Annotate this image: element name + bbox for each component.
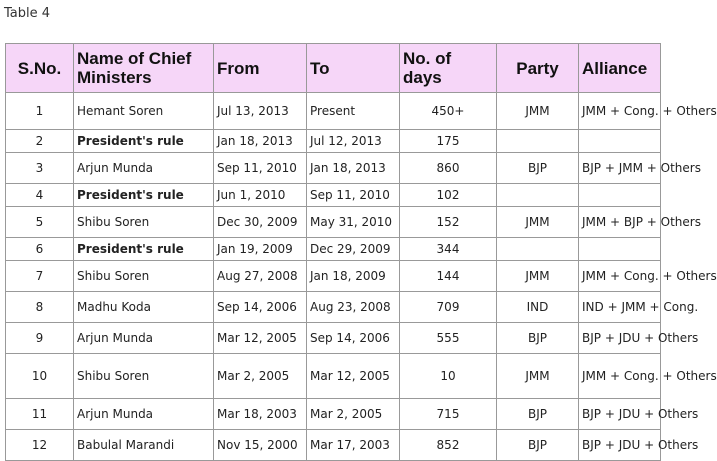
cell-name: Babulal Marandi <box>74 430 214 461</box>
table-row <box>6 93 661 130</box>
cell-alliance: BJP + JMM + Others <box>579 153 661 184</box>
cell-name: Arjun Munda <box>74 153 214 184</box>
cell-sno: 1 <box>6 93 74 130</box>
table-row <box>6 399 661 430</box>
cell-sno: 9 <box>6 323 74 354</box>
cell-alliance: BJP + JDU + Others <box>579 399 661 430</box>
cell-to: Jan 18, 2009 <box>307 261 400 292</box>
header-sno: S.No. <box>6 44 74 93</box>
table-row <box>6 430 661 461</box>
cell-from: Mar 18, 2003 <box>214 399 307 430</box>
header-name: Name of Chief Ministers <box>74 44 214 93</box>
cell-sno: 4 <box>6 184 74 207</box>
cell-name: Madhu Koda <box>74 292 214 323</box>
cell-days: 175 <box>400 130 497 153</box>
cell-days: 715 <box>400 399 497 430</box>
cell-from: Jul 13, 2013 <box>214 93 307 130</box>
cell-from: Jan 19, 2009 <box>214 238 307 261</box>
cell-sno: 12 <box>6 430 74 461</box>
chief-ministers-table <box>5 43 717 461</box>
table-caption: Table 4 <box>4 6 51 21</box>
cell-from: Sep 14, 2006 <box>214 292 307 323</box>
cell-days: 709 <box>400 292 497 323</box>
cell-name: Shibu Soren <box>74 261 214 292</box>
cell-from: Nov 15, 2000 <box>214 430 307 461</box>
cell-from: Jan 18, 2013 <box>214 130 307 153</box>
cell-to: Sep 14, 2006 <box>307 323 400 354</box>
cell-days: 555 <box>400 323 497 354</box>
cell-to: Jan 18, 2013 <box>307 153 400 184</box>
cell-days: 852 <box>400 430 497 461</box>
cell-name: President's rule <box>74 184 214 207</box>
cell-sno: 5 <box>6 207 74 238</box>
cell-sno: 7 <box>6 261 74 292</box>
cell-to: May 31, 2010 <box>307 207 400 238</box>
cell-party: BJP <box>497 430 579 461</box>
table-row <box>6 130 661 153</box>
cell-alliance: BJP + JDU + Others <box>579 323 661 354</box>
cell-party: BJP <box>497 399 579 430</box>
cell-alliance: IND + JMM + Cong. <box>579 292 661 323</box>
cell-party: JMM <box>497 354 579 399</box>
cell-alliance: JMM + Cong. + Others <box>579 261 661 292</box>
cell-from: Sep 11, 2010 <box>214 153 307 184</box>
header-party: Party <box>497 44 579 93</box>
table-row <box>6 207 661 238</box>
cell-to: Jul 12, 2013 <box>307 130 400 153</box>
cell-name: Shibu Soren <box>74 207 214 238</box>
cell-party: JMM <box>497 207 579 238</box>
cell-from: Mar 12, 2005 <box>214 323 307 354</box>
cell-days: 152 <box>400 207 497 238</box>
cell-party: JMM <box>497 93 579 130</box>
table-body <box>6 93 717 461</box>
cell-to: Dec 29, 2009 <box>307 238 400 261</box>
cell-days: 102 <box>400 184 497 207</box>
cell-to: Present <box>307 93 400 130</box>
table-row <box>6 323 661 354</box>
header-alliance: Alliance <box>579 44 661 93</box>
cell-to: Aug 23, 2008 <box>307 292 400 323</box>
cell-from: Mar 2, 2005 <box>214 354 307 399</box>
cell-days: 144 <box>400 261 497 292</box>
cell-sno: 11 <box>6 399 74 430</box>
table-row <box>6 292 661 323</box>
header-to: To <box>307 44 400 93</box>
cell-name: Shibu Soren <box>74 354 214 399</box>
cell-sno: 10 <box>6 354 74 399</box>
cell-to: Mar 12, 2005 <box>307 354 400 399</box>
table-row <box>6 261 661 292</box>
cell-from: Dec 30, 2009 <box>214 207 307 238</box>
cell-alliance: JMM + Cong. + Others <box>579 93 661 130</box>
cell-name: President's rule <box>74 238 214 261</box>
cell-sno: 2 <box>6 130 74 153</box>
cell-party <box>497 238 579 261</box>
cell-days: 860 <box>400 153 497 184</box>
cell-to: Mar 2, 2005 <box>307 399 400 430</box>
table-row <box>6 354 661 399</box>
cell-alliance: JMM + BJP + Others <box>579 207 661 238</box>
cell-alliance <box>579 184 661 207</box>
cell-alliance <box>579 130 661 153</box>
cell-sno: 6 <box>6 238 74 261</box>
cell-alliance <box>579 238 661 261</box>
cell-party: BJP <box>497 153 579 184</box>
cell-party: BJP <box>497 323 579 354</box>
cell-to: Sep 11, 2010 <box>307 184 400 207</box>
cell-from: Aug 27, 2008 <box>214 261 307 292</box>
header-days: No. of days <box>400 44 497 93</box>
cell-alliance: JMM + Cong. + Others <box>579 354 661 399</box>
cell-name: Arjun Munda <box>74 399 214 430</box>
cell-to: Mar 17, 2003 <box>307 430 400 461</box>
table-row <box>6 238 661 261</box>
cell-name: Hemant Soren <box>74 93 214 130</box>
cell-party: JMM <box>497 261 579 292</box>
cell-party <box>497 184 579 207</box>
cell-party: IND <box>497 292 579 323</box>
cell-days: 344 <box>400 238 497 261</box>
cell-alliance: BJP + JDU + Others <box>579 430 661 461</box>
table-row <box>6 184 661 207</box>
cell-party <box>497 130 579 153</box>
cell-sno: 3 <box>6 153 74 184</box>
cell-days: 450+ <box>400 93 497 130</box>
cell-name: President's rule <box>74 130 214 153</box>
cell-days: 10 <box>400 354 497 399</box>
header-row <box>6 44 661 93</box>
cell-sno: 8 <box>6 292 74 323</box>
cell-name: Arjun Munda <box>74 323 214 354</box>
table-row <box>6 153 661 184</box>
header-from: From <box>214 44 307 93</box>
cell-from: Jun 1, 2010 <box>214 184 307 207</box>
